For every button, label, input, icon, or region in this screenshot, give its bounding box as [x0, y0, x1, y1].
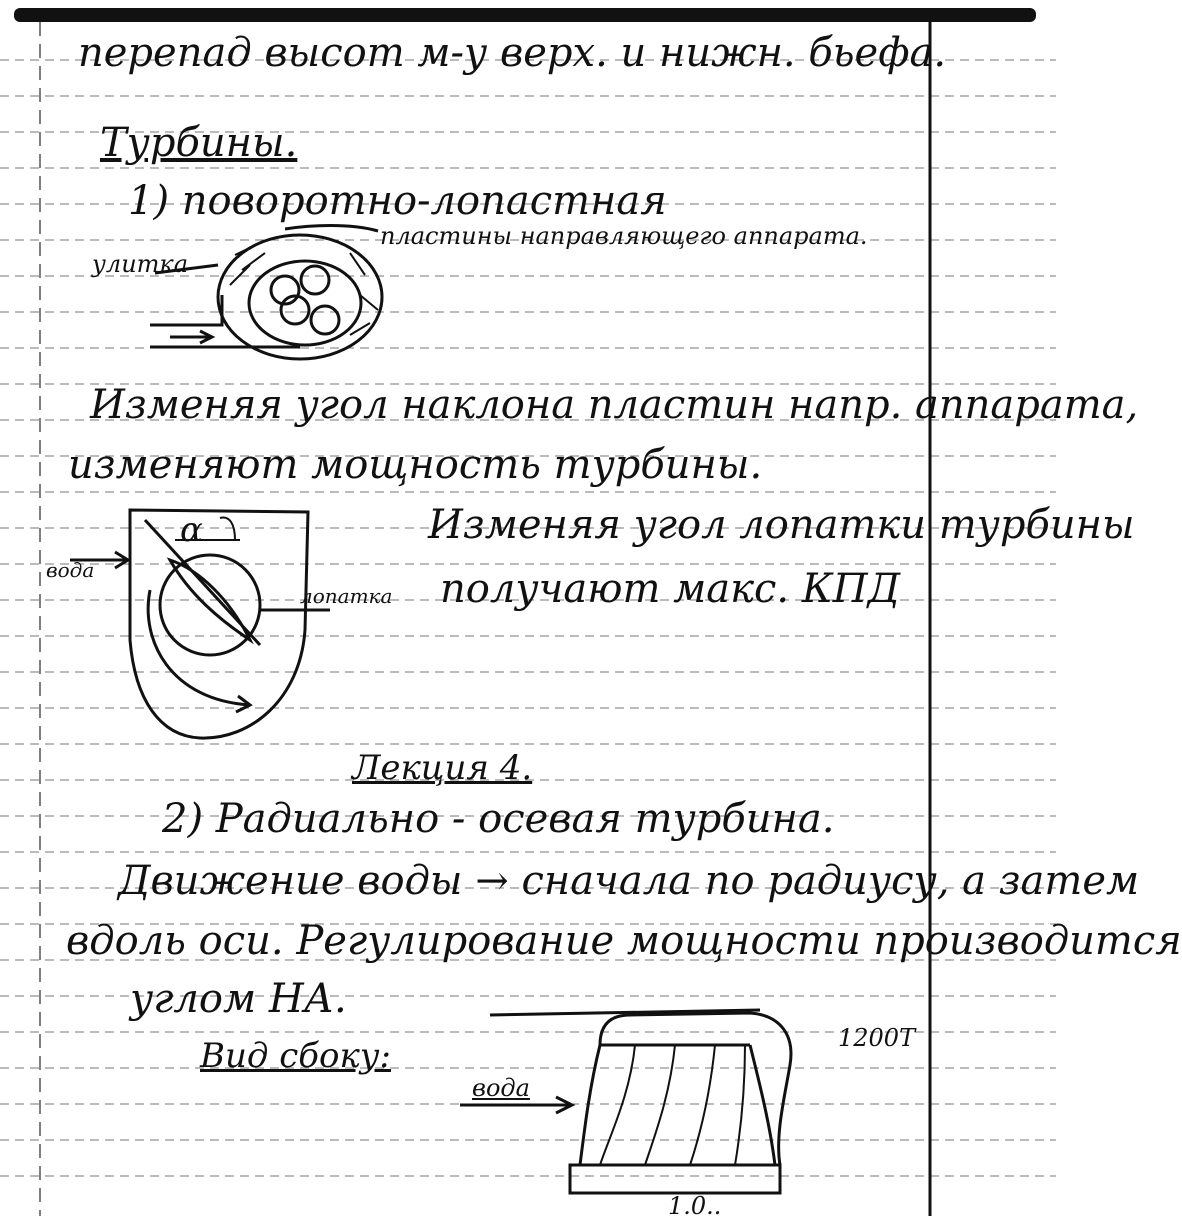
note-line-height-difference: перепад высот м-у верх. и нижн. бьефа.: [78, 30, 947, 76]
label-snail: улитка: [92, 250, 189, 278]
guide-vane-leader-line: [285, 226, 378, 232]
blade-4: [311, 306, 339, 334]
label-water-side: вода: [472, 1074, 530, 1102]
casing-outline: [130, 510, 308, 738]
label-blade: лопатка: [300, 584, 393, 608]
housing-left: [580, 1045, 600, 1165]
housing-outline: [600, 1013, 791, 1165]
blade-angle-sketch: [60, 500, 393, 750]
label-water-small: вода: [46, 558, 95, 582]
runner-circle: [249, 261, 361, 345]
para-blade-angle-line2: получают макс. КПД: [440, 566, 901, 612]
para-guide-vane-angle-line2: изменяют мощность турбины.: [68, 442, 763, 488]
blade-shape: [170, 560, 250, 640]
label-1200t: 1200Т: [838, 1024, 916, 1052]
para-francis-line3: углом НА.: [130, 976, 347, 1022]
item-kaplan-turbine: 1) поворотно-лопастная: [128, 178, 667, 224]
para-francis-line1: Движение воды → сначала по радиусу, а затем: [118, 858, 1140, 904]
top-binding-bar: [14, 8, 1036, 22]
para-blade-angle-line1: Изменяя угол лопатки турбины: [428, 502, 1135, 548]
base-plate: [570, 1165, 780, 1193]
runner-blades: [600, 1045, 745, 1165]
para-guide-vane-angle-line1: Изменяя угол наклона пластин напр. аппарата,: [90, 382, 1139, 428]
bottom-partial-text: 1.0..: [668, 1192, 722, 1220]
blade-2: [301, 266, 329, 294]
kaplan-turbine-sketch: [150, 225, 390, 365]
inlet-pipe-top: [150, 295, 222, 325]
label-alpha: α: [180, 510, 203, 550]
francis-turbine-side-sketch: [460, 1005, 820, 1216]
heading-turbines: Турбины.: [100, 120, 298, 166]
label-side-view: Вид сбоку:: [200, 1036, 391, 1076]
item-francis-turbine: 2) Радиально - осевая турбина.: [162, 796, 835, 842]
snail-leader-line: [155, 265, 218, 273]
para-francis-line2: вдоль оси. Регулирование мощности производится: [66, 918, 1182, 964]
housing-right: [750, 1045, 775, 1165]
lecture-heading: Лекция 4.: [352, 748, 533, 788]
label-guide-vanes: пластины направляющего аппарата.: [380, 222, 868, 250]
